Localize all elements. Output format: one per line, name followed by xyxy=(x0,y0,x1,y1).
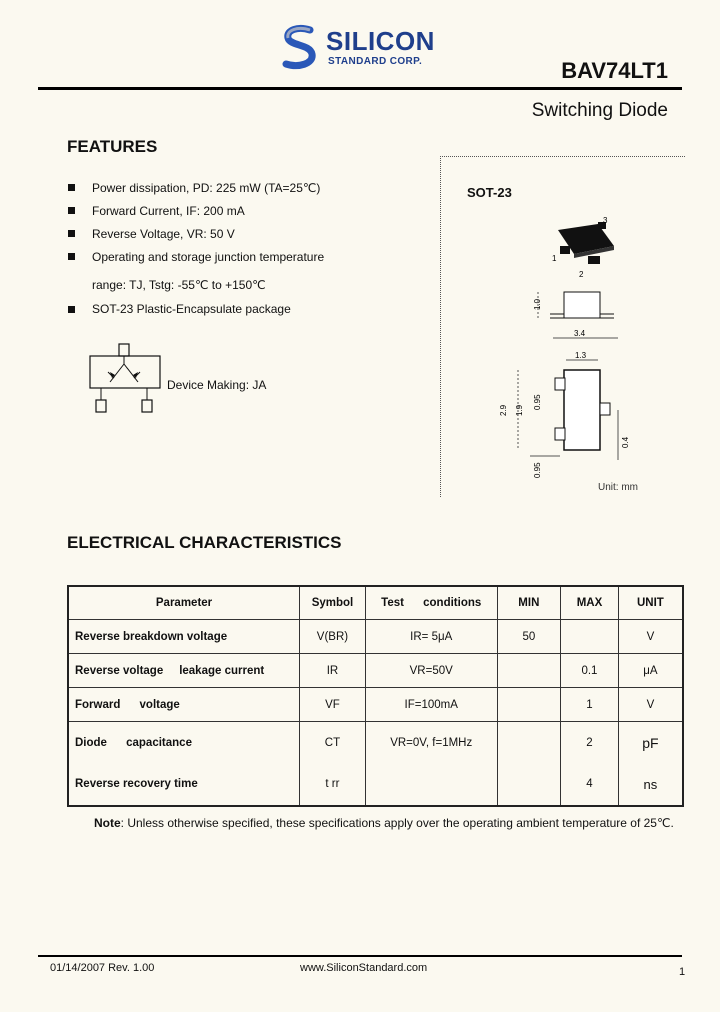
note-text: : Unless otherwise specified, these specifications apply over the operating ambient temperature of 25℃. xyxy=(120,816,674,830)
test-cell xyxy=(365,764,497,806)
features-list xyxy=(68,180,438,272)
bullet-icon xyxy=(68,306,75,313)
symbol-cell: V(BR) xyxy=(300,620,366,654)
column-header: Symbol xyxy=(300,586,366,620)
symbol-cell: t rr xyxy=(300,764,366,806)
electrical-heading: ELECTRICAL CHARACTERISTICS xyxy=(67,533,342,552)
column-header: UNIT xyxy=(618,586,683,620)
dimension-label: 1.9 xyxy=(515,404,524,416)
bullet-icon xyxy=(68,230,75,237)
device-schematic-icon xyxy=(84,342,166,414)
column-header: Parameter xyxy=(68,586,300,620)
bullet-icon xyxy=(68,253,75,260)
column-header: MAX xyxy=(561,586,619,620)
feature-item: Operating and storage junction temperature xyxy=(68,249,438,272)
feature-item: Power dissipation, PD: 225 mW (TA=25℃) xyxy=(68,180,438,203)
symbol-cell: CT xyxy=(300,722,366,764)
feature-item-continuation: range: TJ, Tstg: -55℃ to +150℃ xyxy=(92,278,266,292)
max-cell xyxy=(561,620,619,654)
min-cell: 50 xyxy=(497,620,561,654)
table-row xyxy=(68,620,683,654)
part-number: BAV74LT1 xyxy=(561,58,668,83)
unit-cell: μA xyxy=(618,654,683,688)
pin-label: 1 xyxy=(552,254,557,263)
max-cell: 4 xyxy=(561,764,619,806)
table-row xyxy=(68,654,683,688)
pin-label: 3 xyxy=(603,216,608,225)
table-row xyxy=(68,722,683,764)
unit-cell: pF xyxy=(618,722,683,764)
max-cell: 0.1 xyxy=(561,654,619,688)
table-row xyxy=(68,764,683,806)
feature-item: SOT-23 Plastic-Encapsulate package xyxy=(68,302,291,316)
parameter-cell: Reverse voltage leakage current xyxy=(68,654,300,688)
note xyxy=(94,816,674,830)
unit-cell: V xyxy=(618,620,683,654)
dimension-label: 1.3 xyxy=(575,351,587,360)
parameter-cell: Reverse breakdown voltage xyxy=(68,620,300,654)
electrical-table xyxy=(67,585,684,807)
dimension-label: 0.4 xyxy=(621,436,630,448)
dimension-label: 2.9 xyxy=(499,404,508,416)
table-header-row xyxy=(68,586,683,620)
company-logo-icon xyxy=(280,24,322,70)
test-cell: VR=50V xyxy=(365,654,497,688)
header-divider xyxy=(38,87,682,90)
dimension-label: 0.95 xyxy=(533,462,542,478)
parameter-cell: Reverse recovery time xyxy=(68,764,300,806)
min-cell xyxy=(497,654,561,688)
test-cell: VR=0V, f=1MHz xyxy=(365,722,497,764)
bullet-icon xyxy=(68,184,75,191)
unit-label: Unit: mm xyxy=(598,482,638,493)
test-cell: IR= 5μA xyxy=(365,620,497,654)
pin-label: 2 xyxy=(579,270,584,279)
footer-date-revision: 01/14/2007 Rev. 1.00 xyxy=(50,962,155,974)
parameter-cell: Diode capacitance xyxy=(68,722,300,764)
table-row xyxy=(68,688,683,722)
package-name: SOT-23 xyxy=(467,185,512,200)
dimension-label: 1.0 xyxy=(533,298,542,310)
dimension-label: 3.4 xyxy=(574,329,586,338)
package-drawing xyxy=(490,210,684,500)
min-cell xyxy=(497,688,561,722)
features-heading: FEATURES xyxy=(67,137,158,156)
device-type: Switching Diode xyxy=(531,100,668,121)
max-cell: 2 xyxy=(561,722,619,764)
unit-cell: V xyxy=(618,688,683,722)
footer-divider xyxy=(38,955,682,957)
device-marking: Device Making: JA xyxy=(167,378,267,392)
min-cell xyxy=(497,722,561,764)
footer-website-link[interactable]: www.SiliconStandard.com xyxy=(300,962,428,974)
unit-cell: ns xyxy=(618,764,683,806)
symbol-cell: VF xyxy=(300,688,366,722)
brand-name: SILICON xyxy=(326,26,435,56)
symbol-cell: IR xyxy=(300,654,366,688)
feature-item: Forward Current, IF: 200 mA xyxy=(68,203,438,226)
dimension-label: 0.95 xyxy=(533,394,542,410)
max-cell: 1 xyxy=(561,688,619,722)
parameter-cell: Forward voltage xyxy=(68,688,300,722)
brand-subtitle: STANDARD CORP. xyxy=(328,56,423,67)
test-cell: IF=100mA xyxy=(365,688,497,722)
note-label: Note xyxy=(94,816,121,830)
min-cell xyxy=(497,764,561,806)
column-header: MIN xyxy=(497,586,561,620)
bullet-icon xyxy=(68,207,75,214)
feature-item: Reverse Voltage, VR: 50 V xyxy=(68,226,438,249)
page-number: 1 xyxy=(679,966,686,978)
column-header: Test conditions xyxy=(365,586,497,620)
